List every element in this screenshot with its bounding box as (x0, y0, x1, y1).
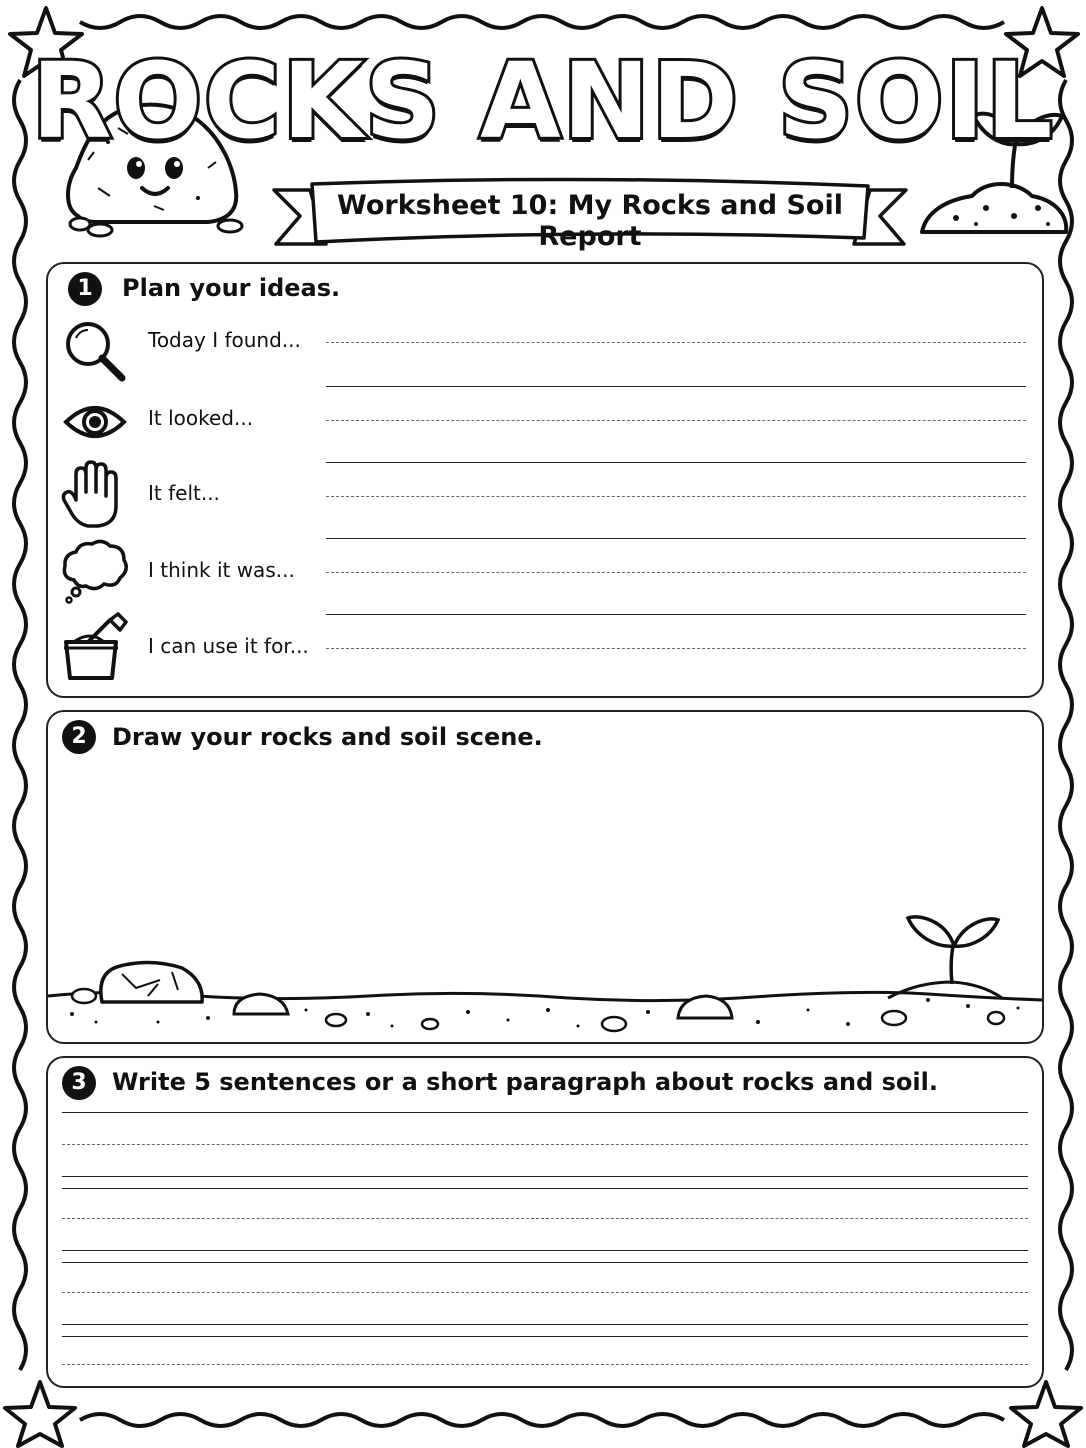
handwriting-line-mid[interactable] (62, 1218, 1028, 1219)
thought-bubble-icon (60, 538, 130, 604)
writing-line-i-think-it-was-base[interactable] (326, 614, 1026, 615)
writing-line-today-i-found[interactable] (326, 342, 1026, 343)
step-number-badge: 3 (62, 1066, 96, 1100)
handwriting-line-base[interactable] (62, 1250, 1028, 1251)
handwriting-line-base[interactable] (62, 1324, 1028, 1325)
page-title: ROCKS AND SOIL (31, 40, 1055, 162)
writing-line-it-felt-base[interactable] (326, 538, 1026, 539)
writing-line-today-i-found-base[interactable] (326, 386, 1026, 387)
section-heading: Write 5 sentences or a short paragraph about rocks and soil. (112, 1068, 938, 1096)
step-number-badge: 2 (62, 720, 96, 754)
section-heading: Plan your ideas. (122, 274, 341, 302)
writing-line-i-can-use-it-for[interactable] (326, 648, 1026, 649)
hand-icon (62, 460, 122, 530)
magnifying-glass-icon (62, 318, 128, 384)
writing-line-it-looked[interactable] (326, 420, 1026, 421)
star-icon (5, 1382, 75, 1446)
ground-scene-illustration (48, 910, 1042, 1034)
handwriting-line-mid[interactable] (62, 1364, 1028, 1365)
eye-icon (62, 400, 128, 444)
prompt-it-felt: It felt... (148, 481, 220, 505)
prompt-today-i-found: Today I found... (148, 328, 301, 352)
prompt-i-can-use-it-for: I can use it for... (148, 634, 309, 658)
handwriting-line-mid[interactable] (62, 1144, 1028, 1145)
handwriting-line-top[interactable] (62, 1188, 1028, 1189)
handwriting-line-mid[interactable] (62, 1292, 1028, 1293)
handwriting-line-top[interactable] (62, 1262, 1028, 1263)
writing-line-it-felt[interactable] (326, 496, 1026, 497)
prompt-i-think-it-was: I think it was... (148, 558, 295, 582)
prompt-it-looked: It looked... (148, 406, 254, 430)
writing-panel (46, 1056, 1044, 1388)
writing-line-i-think-it-was[interactable] (326, 572, 1026, 573)
handwriting-line-top[interactable] (62, 1112, 1028, 1113)
step-number-badge: 1 (68, 272, 102, 306)
bucket-shovel-icon (60, 612, 130, 682)
section-heading: Draw your rocks and soil scene. (112, 723, 543, 751)
handwriting-line-base[interactable] (62, 1176, 1028, 1177)
star-icon (1011, 1382, 1081, 1446)
writing-line-it-looked-base[interactable] (326, 462, 1026, 463)
worksheet-subtitle: Worksheet 10: My Rocks and Soil Report (337, 190, 843, 252)
handwriting-line-top[interactable] (62, 1336, 1028, 1337)
